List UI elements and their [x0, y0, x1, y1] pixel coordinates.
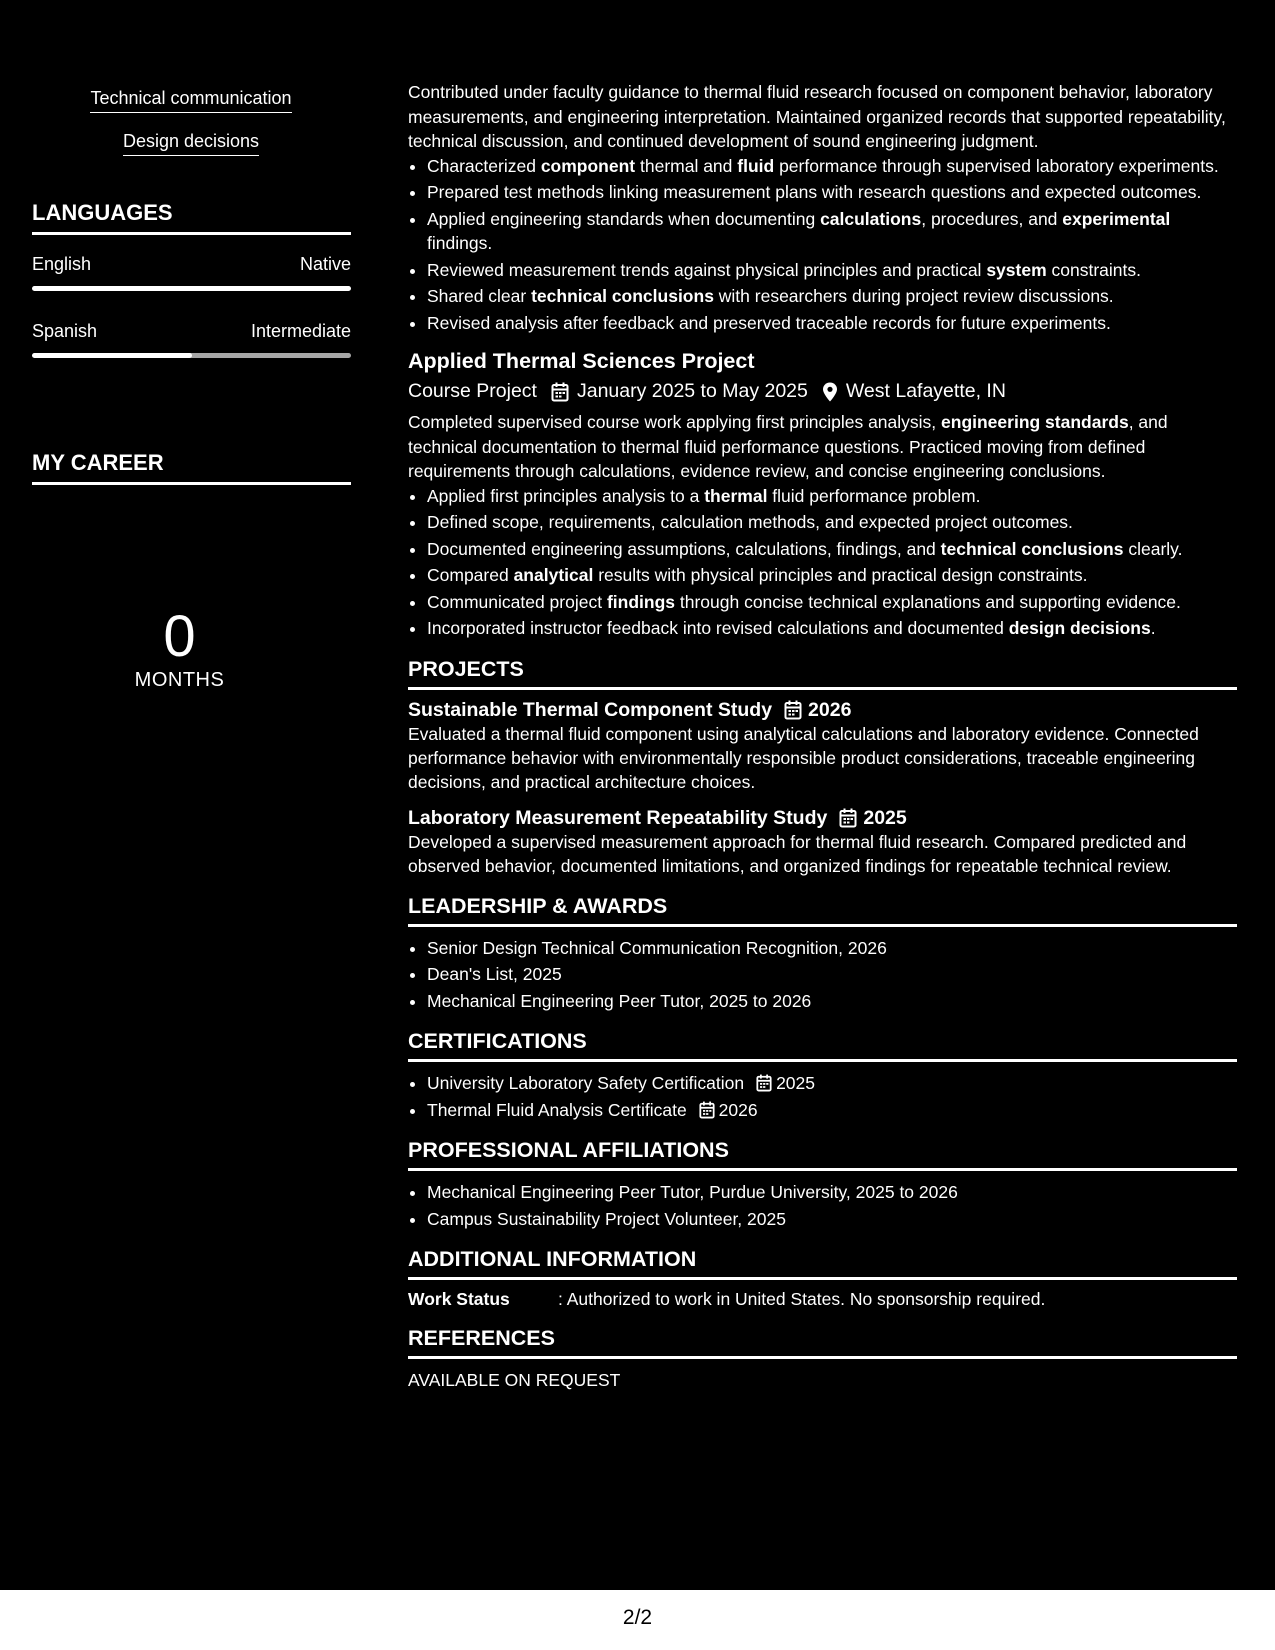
work-status-label: Work Status [408, 1289, 510, 1309]
calendar-icon [699, 1101, 715, 1119]
certifications-heading: CERTIFICATIONS [408, 1029, 1237, 1062]
list-item: • Compared analytical results with physical principles and practical design constraints. [427, 563, 1237, 588]
entry-type: Course Project [408, 380, 537, 402]
list-item: • Defined scope, requirements, calculation methods, and expected project outcomes. [427, 510, 1237, 535]
certification-year: 2026 [718, 1099, 758, 1120]
certification-year: 2025 [776, 1073, 816, 1093]
list-item: • Revised analysis after feedback and preserved traceable records for future experiments. [427, 311, 1237, 336]
list-item: • Applied engineering standards when documenting calculations, procedures, and experimental findings. [427, 207, 1237, 256]
certifications-list [408, 1071, 1237, 1122]
research-bullets [408, 154, 1237, 336]
project-title: Sustainable Thermal Component Study [408, 698, 773, 721]
entry-bullets [408, 484, 1237, 641]
career-unit: MONTHS [134, 669, 225, 691]
language-level: Native [299, 254, 351, 274]
page-number: 2/2 [622, 1606, 653, 1629]
list-item: • Shared clear technical conclusions with researchers during project review discussions. [427, 284, 1237, 309]
calendar-icon [784, 700, 802, 720]
work-status-value: : Authorized to work in United States. No sponsorship required. [558, 1289, 1046, 1309]
language-bar-fill [32, 286, 351, 291]
list-item: • Characterized component thermal and fluid performance through supervised laboratory experiments. [427, 154, 1237, 179]
language-item [32, 321, 351, 358]
research-summary: Contributed under faculty guidance to thermal fluid research focused on component behavior, laboratory measurements, and engineering interpretation. Maintained organized records that supported repeatability, technical discussion, and continued development of sound engineering judgment. [408, 82, 1226, 151]
references-heading: REFERENCES [408, 1326, 1237, 1359]
career-heading: MY CAREER [32, 450, 351, 485]
project-description: Developed a supervised measurement approach for thermal fluid research. Compared predicted and observed behavior, documented limitations, and organized findings for repeatable technical review. [408, 831, 1187, 876]
entry-meta [408, 380, 1237, 403]
list-item [427, 1071, 1237, 1096]
language-item [32, 254, 351, 291]
list-item: • Senior Design Technical Communication Recognition, 2026 [427, 936, 1237, 961]
list-item: • Dean's List, 2025 [427, 962, 1237, 987]
list-item: • Campus Sustainability Project Volunteer, 2025 [427, 1207, 1237, 1232]
affiliations-heading: PROFESSIONAL AFFILIATIONS [408, 1138, 1237, 1171]
language-bar [32, 353, 351, 358]
list-item: • Applied first principles analysis to a thermal fluid performance problem. [427, 484, 1237, 509]
list-item [427, 1098, 1237, 1123]
certification-name: • Thermal Fluid Analysis Certificate [427, 1099, 687, 1120]
additional-info-heading: ADDITIONAL INFORMATION [408, 1247, 1237, 1280]
list-item: • Mechanical Engineering Peer Tutor, Purdue University, 2025 to 2026 [427, 1180, 1237, 1205]
skill-chip: Technical communication [90, 88, 291, 113]
entry-location: West Lafayette, IN [845, 380, 1006, 402]
career-value: 0 [163, 604, 196, 669]
skill-chip: Design decisions [123, 131, 259, 156]
entry-title: Applied Thermal Sciences Project [408, 349, 755, 373]
calendar-icon [756, 1074, 772, 1092]
list-item: • Documented engineering assumptions, calculations, findings, and technical conclusions clearly. [427, 537, 1237, 562]
affiliations-list [408, 1180, 1237, 1231]
list-item: • Reviewed measurement trends against physical principles and practical system constraints. [427, 258, 1237, 283]
language-name: English [32, 254, 92, 274]
leadership-heading: LEADERSHIP & AWARDS [408, 894, 1237, 927]
list-item: • Mechanical Engineering Peer Tutor, 2025 to 2026 [427, 989, 1237, 1014]
project-year: 2025 [863, 806, 907, 829]
calendar-icon [551, 382, 569, 402]
languages-heading: LANGUAGES [32, 200, 351, 235]
language-bar [32, 286, 351, 291]
project-title-row [408, 699, 1237, 722]
main-column [378, 0, 1275, 1590]
list-item: • Prepared test methods linking measurement plans with research questions and expected outcomes. [427, 180, 1237, 205]
project-title-row [408, 807, 1237, 830]
list-item: • Communicated project findings through concise technical explanations and supporting evidence. [427, 590, 1237, 615]
entry-dates: January 2025 to May 2025 [576, 380, 808, 402]
project-description: Evaluated a thermal fluid component using analytical calculations and laboratory evidence. Connected performance behavior with environmentally responsible product considerations, traceable engineering decisions, and practical architecture choices. [408, 723, 1199, 792]
language-bar-fill [32, 353, 192, 358]
skills-list [0, 0, 382, 174]
calendar-icon [839, 808, 857, 828]
career-counter [32, 605, 327, 692]
project-year: 2026 [808, 698, 852, 721]
language-level: Intermediate [250, 321, 351, 341]
entry-summary: Completed supervised course work applying first principles analysis, engineering standards, and technical documentation to thermal fluid performance questions. Practiced moving from defined requirements through calculations, evidence review, and concise engineering conclusions. [408, 412, 1168, 481]
references-text: AVAILABLE ON REQUEST [408, 1370, 621, 1390]
sidebar [0, 0, 378, 1590]
work-status-row [408, 1289, 1237, 1310]
certification-name: • University Laboratory Safety Certification [427, 1073, 745, 1093]
map-pin-icon [822, 382, 838, 402]
project-title: Laboratory Measurement Repeatability Study [408, 806, 828, 829]
language-name: Spanish [32, 321, 98, 341]
projects-heading: PROJECTS [408, 657, 1237, 690]
leadership-list [408, 936, 1237, 1014]
list-item: • Incorporated instructor feedback into revised calculations and documented design decisions. [427, 616, 1237, 641]
